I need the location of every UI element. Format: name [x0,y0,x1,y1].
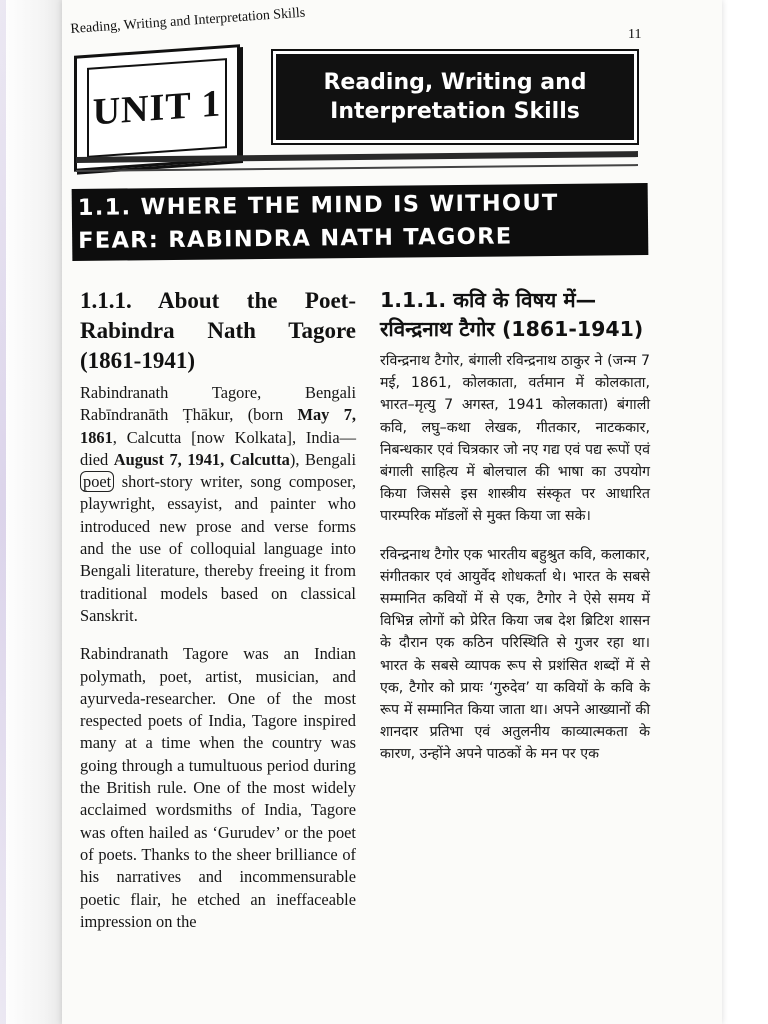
hindi-paragraph-2: रविन्द्रनाथ टैगोर एक भारतीय बहुश्रुत कवि, कलाकार, संगीतकार एवं आयुर्वेद शोधकर्ता थे। भारत के सबसे सम्मानित कवियों में से एक, टैगोर ने ऐसे समय में विभिन्न लोगों को प्रेरित किया जब देश ब्रिटिश शासन के दौरान एक कठिन परिस्थिति से गुजर रहा था। भारत के सबसे व्यापक रूप से प्रशंसित शब्दों में से एक, टैगोर को प्रायः ‘गुरुदेव’ या कवियों के कवि के रूप में सम्मानित किया जाता था। अपने आख्यानों की शानदार प्रतिभा एवं अतुलनीय काव्यात्मकता के कारण, उन्होंने अपने पाठकों के मन पर एक [380,546,650,763]
birth-date: May 7, 1861 [80,405,356,447]
english-p1-text-1: Rabindranath Tagore, Bengali Rabīndranāth Ṭhākur, (born [80,383,356,425]
section-heading: 1.1. WHERE THE MIND IS WITHOUT FEAR: RABINDRA NATH TAGORE [77,189,559,254]
unit-badge [74,44,240,172]
hindi-heading: 1.1.1. कवि के विषय में— रविन्द्रनाथ टैगोर (1861-1941) [380,288,644,341]
english-p1-text-2: , Calcutta [now Kolkata], India—died [80,427,356,469]
english-p1-text-4: short-story writer, song composer, playwright, essayist, and painter who introduced new prose and verse forms and the use of colloquial language into Bengali literature, thereby freeing it from traditional models based on classical Sanskrit. [80,472,356,625]
english-paragraph-2: Rabindranath Tagore was an Indian polymath, poet, artist, musician, and ayurveda-researcher. One of the most respected poets of India, Tagore inspired many at a time when the country was going through a tumultuous period during the British rule. One of the most widely acclaimed wordsmiths of India, Tagore was often hailed as ‘Gurudev’ or the poet of poets. Thanks to the sheer brilliance of his narratives and incommensurable poetic flair, he etched an ineffaceable impression on the [80,644,356,931]
running-head: Reading, Writing and Interpretation Skills [70,5,306,37]
hindi-column [380,286,650,766]
unit-title: Reading, Writing and Interpretation Skills [323,70,587,124]
hindi-paragraph-1: रविन्द्रनाथ टैगोर, बंगाली रविन्द्रनाथ ठाकुर ने (जन्म 7 मई, 1861, कोलकाता, वर्तमान में कोलकाता, भारत–मृत्यु 7 अगस्त, 1941 कोलकाता) बंगाली कवि, लघु–कथा लेखक, गीतकार, नाटककार, निबन्धकार एवं चित्रकार जो नए गद्य एवं पद्य रूपों एवं बंगाली साहित्य में बोलचाल की भाषा का उपयोग किया जिससे इस शास्त्रीय संस्कृत पर आधारित पारम्परिक मॉडलों से मुक्त किया जा सके। [380,353,650,525]
death-date: August 7, 1941, Calcutta [113,449,290,469]
unit-title-banner [276,54,634,140]
english-p1-text-3: ), Bengali [289,449,356,469]
section-heading-bar [72,183,649,261]
page-edge-left [0,0,62,1024]
english-paragraph-1 [80,382,356,627]
english-column [80,286,356,933]
page-number: 11 [628,27,642,42]
unit-label: UNIT 1 [92,82,222,134]
english-heading: 1.1.1. About the Poet-Rabindra Nath Tagore (1861-1941) [80,288,356,373]
unit-badge-frame [87,58,227,158]
circled-word-poet: poet [80,471,114,492]
